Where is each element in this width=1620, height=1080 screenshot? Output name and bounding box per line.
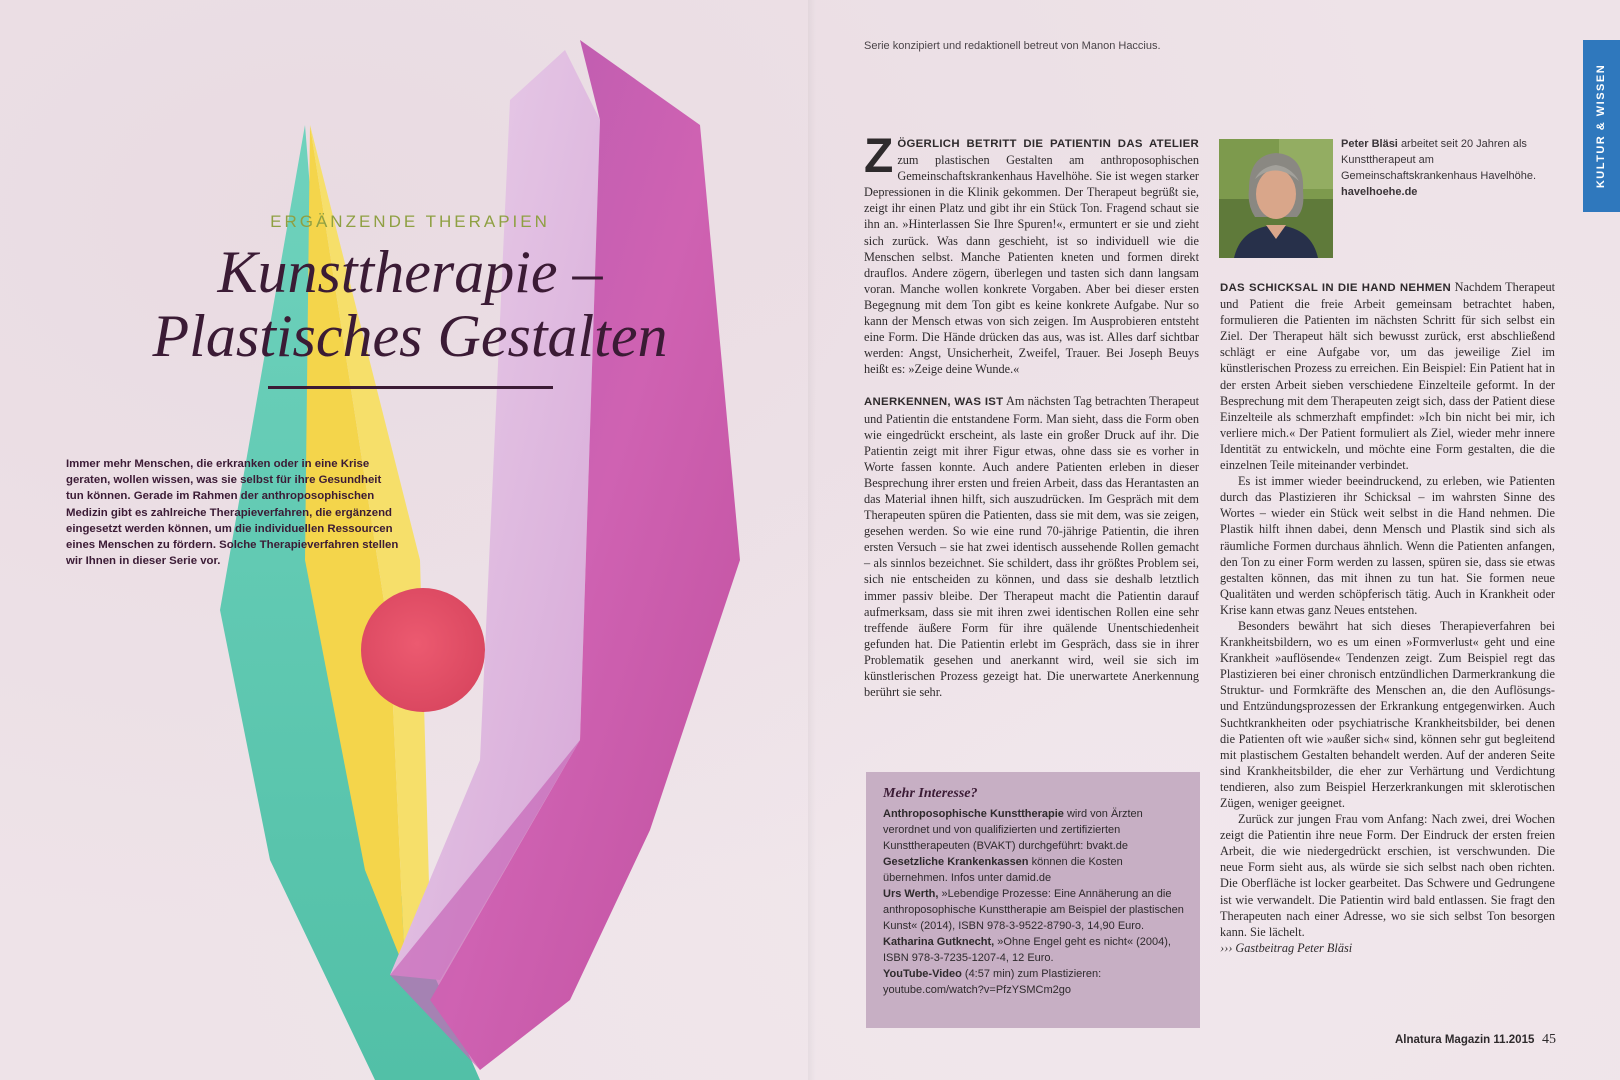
page-number: 45: [1542, 1032, 1556, 1047]
paragraph: Am nächsten Tag betrachten Therapeut und Patientin die entstandene Form. Man sieht, dass die Form oben wie eingedrückt erscheint, als laste ein großer Druck auf ihr. Die Patientin zeigt mit ihrer Figur etwas, ohne dass sie es vorher in Worte fassen konnte. Auch andere Patienten erleben in dieser Besprechung ihrer ersten und freien Arbeit, dass das Herantasten an das Material ihnen hilft, sich auszudrücken. Im Gespräch mit dem Therapeuten spüren die Patienten, dass sie mit dem, was sie zeigen, gesehen werden. So wie eine rund 70-jährige Patientin, die ihren ersten Versuch – sie hat zwei identisch aussehende Rollen gemacht – als sinnlos bezeichnet. Sie schildert, dass ihr größtes Problem sei, sich nie entscheiden zu können, und dass sie deshalb letztlich immer passiv bleibe. Der Therapeut macht die Patientin darauf aufmerksam, dass sie mit ihren zwei identischen Rollen eine sehr treffende äußere Form für ihre quälende Unentschiedenheit gefunden hat. Die Patientin erlebt im Gespräch, dass sie in ihrer Problematik gesehen und anerkannt wird, weil sie sich im künstlerischen Prozess gezeigt hat. Die unerwartete Anerkennung berührt sie sehr.: [864, 394, 1200, 700]
intro-paragraph: Immer mehr Menschen, die erkranken oder in eine Krise geraten, wollen wissen, was sie selbst für ihre Gesundheit tun können. Gerade im Rahmen der anthroposophischen Medizin gibt es zahlreiche Therapieverfahren, die ergänzend eingesetzt werden können, um die individuellen Ressourcen eines Menschen zu fördern. Solche Therapieverfahren stellen wir Ihnen in dieser Serie vor.: [66, 458, 399, 568]
subheading: ANERKENNEN, WAS IST: [864, 396, 1004, 409]
title-line-2: Plastisches Gestalten: [152, 303, 668, 369]
author-bio: [1341, 136, 1541, 200]
article-column-2: [1220, 279, 1555, 956]
more-info-box: [866, 772, 1200, 1028]
section-tab: [1583, 40, 1620, 212]
infobox-item: Katharina Gutknecht, »Ohne Engel geht es nicht« (2004), ISBN 978-3-7235-1207-4, 12 Euro.: [883, 936, 1171, 964]
author-link[interactable]: havelhoehe.de: [1341, 186, 1418, 198]
magazine-issue: 11.2015: [1493, 1034, 1535, 1046]
infobox-heading: Mehr Interesse?: [883, 786, 978, 801]
section-tab-label: KULTUR & WISSEN: [1595, 63, 1608, 189]
paragraph: Besonders bewährt hat sich dieses Therapieverfahren bei Krankheitsbildern, wo es um einen »Formverlust« geht und eine Krankheit »auflösende« Tendenzen zeigt. Zum Beispiel regt das Plastizieren bei einer chronisch entzündlichen Darmerkrankung die Struktur- und Formkräfte des Menschen an, die den Auflösungs- und Entzündungsprozessen der Erkrankung entgegenwirken. Auch Suchtkrankheiten oder psychiatrische Krankheitsbilder, bei denen die Patienten oft wie »außer sich« sind, können sehr gut begleitend mit plastischem Gestalten behandelt werden. Auf der anderen Seite sind Krankheitsbilder, die eher zur Verhärtung und Verdichtung tendieren, also zum Beispiel Herzerkrankungen mit sklerotischen Zügen, weniger geeignet.: [1220, 618, 1555, 810]
article-column-1: [864, 130, 1200, 700]
magazine-name: Alnatura Magazin: [1395, 1034, 1491, 1046]
lead-heading: ÖGERLICH BETRITT DIE PATIENTIN DAS ATELIER: [897, 138, 1199, 150]
title-divider: [268, 386, 553, 389]
section-kicker: ERGÄNZENDE THERAPIEN: [270, 212, 550, 231]
drop-cap: Z: [864, 130, 894, 183]
paragraph: Nachdem Therapeut und Patient die freie Arbeit gemeinsam betrachtet haben, formulieren die Patienten im nächsten Schritt für sich selbst ein Ziel. Der Therapeut hält sich bewusst zurück, erst abschließend schlägt er eine Aufgabe vor, um das jeweilige Ziel im künstlerischen Prozess zu erreichen. Ein Beispiel: Ein Patient hat in der ersten Arbeit sieben verschiedene Einzelteile geformt. In der Besprechung mit dem Therapeuten zeigt sich, dass der Patient diese Einzelteile als schmerzhaft empfindet: »Ich bin nicht bei mir, ich verliere mich.« Der Patient formuliert als Ziel, wieder mehr innere Identität zu entwickeln, und möchte eine Form gestalten, die die einzelnen Teile miteinander verbindet.: [1220, 280, 1556, 473]
infobox-item: Anthroposophische Kunsttherapie wird von Ärzten verordnet und von qualifizierten und zertifizierten Kunsttherapeuten (BVAKT) durchgeführt: bvakt.de: [883, 808, 1143, 852]
paragraph: Zurück zur jungen Frau vom Anfang: Nach zwei, drei Wochen zeigt die Patientin ihre neue Form. Der Eindruck der ersten freien Arbeit, die wie niedergedrückt erschien, ist verschwunden. Die neue Form sieht aus, als würde sie sich selbst nach oben richten. Die Oberfläche ist locker gearbeitet. Das Schwere und Gedrungene ist wie verwandelt. Die Patientin wird bald entlassen. Sie fragt den Therapeuten nach einer Adresse, wo sie sich selbst Ton besorgen kann. Sie lächelt.: [1220, 812, 1555, 939]
subheading: DAS SCHICKSAL IN DIE HAND NEHMEN: [1220, 282, 1452, 294]
series-credit: Serie konzipiert und redaktionell betreut von Manon Haccius.: [864, 40, 1161, 52]
paragraph: zum plastischen Gestalten am anthroposophischen Gemeinschaftskrankenhaus Havelhöhe. Sie ist wegen starker Depressionen in die Klinik gekommen. Der Therapeut begrüßt sie, zeigt ihr einen Platz und gibt ihr ein Stück Ton. Fragend schaut sie ihn an. »Hinterlassen Sie Ihre Spuren!«, ermuntert er sie und zieht sich zurück. Was dann geschieht, ist so individuell wie die Menschen selbst. Manche Patienten kneten und formen direkt drauflos. Andere zögern, überlegen und tasten sich dann langsam voran. Manche wollen konkrete Vorgaben. Aber bei dieser ersten Begegnung mit dem Ton gibt es keine konkrete Aufgabe. Nur so kann der Mensch etwas von sich zeigen. Im Ausprobieren entsteht eine Form. Die Hände drücken das aus, was ist. Alles darf sichtbar werden: Angst, Unsicherheit, Zweifel, Trauer. Bei Joseph Beuys heißt es: »Zeige deine Wunde.«: [864, 153, 1199, 377]
article-title: [0, 240, 820, 368]
title-line-1: Kunsttherapie –: [217, 239, 603, 305]
author-signoff: ››› Gastbeitrag Peter Bläsi: [1220, 940, 1353, 955]
infobox-item: Urs Werth, »Lebendige Prozesse: Eine Annäherung an die anthroposophische Kunsttherapie am Beispiel der plastischen Kunst« (2014), ISBN 978-3-9522-8790-3, 14,90 Euro.: [883, 888, 1184, 932]
author-name: Peter Bläsi: [1341, 138, 1398, 150]
infobox-item: YouTube-Video (4:57 min) zum Plastizieren: youtube.com/watch?v=PfzYSMCm2go: [883, 968, 1102, 996]
paragraph: Es ist immer wieder beeindruckend, zu erleben, wie Patienten durch das Plastizieren ihr Schicksal – im wahrsten Sinne des Wortes – wieder ein Stück weit selbst in die Hand nehmen. Die Plastik hilft ihnen dabei, denn Mensch und Plastik sind sich als räumliche Formen durchaus ähnlich. Wenn die Patienten anfangen, den Ton zu einer Form werden zu lassen, spüren sie, dass sie etwas gestalten können, das mit ihnen zu tun hat. Sie formen neue Qualitäten und werden schöpferisch tätig. Auch in Krankheit oder Krise kann etwas ganz Neues entstehen.: [1220, 474, 1555, 617]
red-sphere: [361, 588, 485, 712]
magazine-footer: [1395, 1034, 1534, 1046]
author-bio-text: arbeitet seit 20 Jahren als Kunsttherapeut am Gemeinschaftskrankenhaus Havelhöhe.: [1341, 138, 1537, 182]
infobox-item: Gesetzliche Krankenkassen können die Kosten übernehmen. Infos unter damid.de: [883, 856, 1123, 884]
page-spine: [808, 0, 816, 1080]
author-portrait: [1219, 139, 1333, 258]
